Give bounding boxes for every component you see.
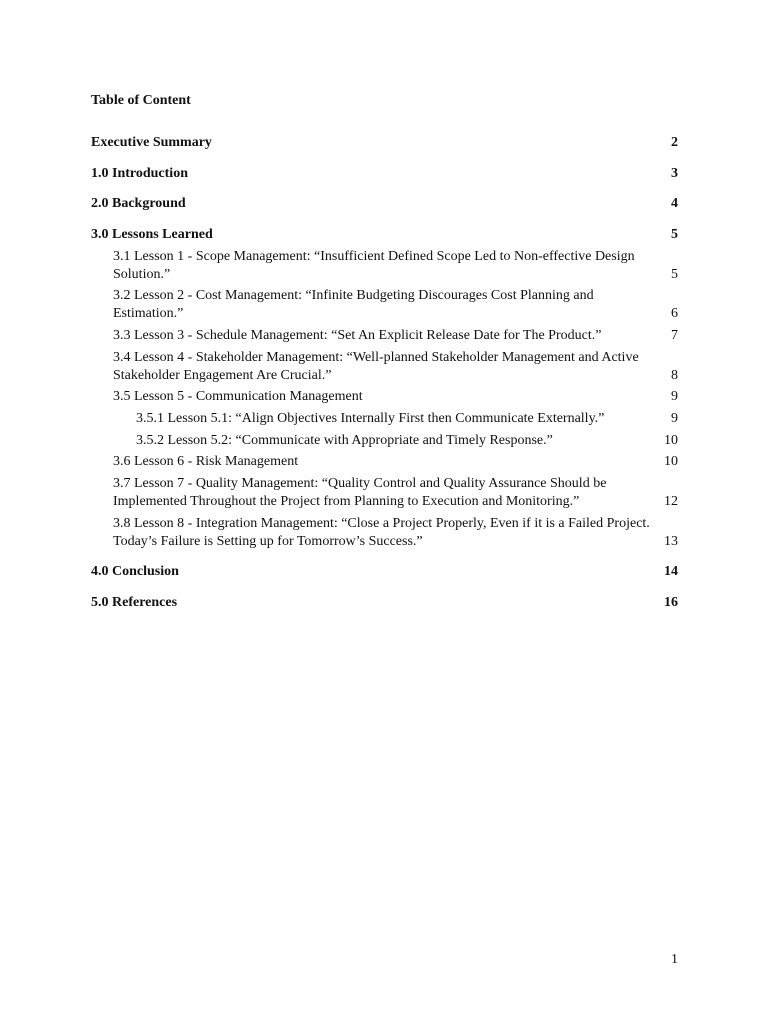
toc-entry-text: 3.2 Lesson 2 - Cost Management: “Infinite Budgeting Discourages Cost Planning and Estimation.” — [113, 288, 594, 321]
toc-entry-page-number: 3 — [671, 166, 678, 181]
toc-entry-text: 3.5 Lesson 5 - Communication Management — [113, 389, 363, 404]
toc-entry-lesson-6[interactable] — [113, 453, 678, 471]
toc-entry-text: Executive Summary — [91, 135, 212, 150]
toc-entry-text: 5.0 References — [91, 595, 178, 610]
toc-entry-references[interactable] — [91, 594, 678, 612]
toc-entry-introduction[interactable] — [91, 165, 678, 183]
toc-entry-text: 4.0 Conclusion — [91, 564, 179, 579]
toc-entry-page-number: 9 — [671, 389, 678, 404]
toc-entry-lesson-5-1[interactable] — [136, 410, 678, 428]
toc-entry-lesson-1[interactable] — [113, 248, 678, 283]
toc-entry-page-number: 6 — [671, 305, 678, 321]
toc-entry-page-number: 9 — [671, 411, 678, 426]
toc-entry-conclusion[interactable] — [91, 563, 678, 581]
toc-entry-lesson-5[interactable] — [113, 388, 678, 406]
toc-entry-page-number: 5 — [671, 227, 678, 242]
toc-title: Table of Content — [91, 93, 191, 108]
toc-entry-page-number: 5 — [671, 266, 678, 282]
toc-entry-page-number: 8 — [671, 367, 678, 383]
footer-page-number: 1 — [671, 952, 678, 967]
toc-entry-text: 3.6 Lesson 6 - Risk Management — [113, 454, 299, 469]
toc-entry-text: 3.0 Lessons Learned — [91, 227, 213, 242]
toc-entry-text: 1.0 Introduction — [91, 166, 188, 181]
toc-entry-page-number: 10 — [664, 433, 678, 448]
toc-entry-text: 3.5.2 Lesson 5.2: “Communicate with Appropriate and Timely Response.” — [136, 433, 553, 448]
toc-entry-text: 3.4 Lesson 4 - Stakeholder Management: “Well-planned Stakeholder Management and Active Stakeholder Engagement Are Crucial.” — [113, 350, 639, 383]
toc-entry-executive-summary[interactable] — [91, 134, 678, 152]
toc-entry-text: 3.3 Lesson 3 - Schedule Management: “Set An Explicit Release Date for The Product.” — [113, 328, 602, 343]
toc-entry-page-number: 13 — [664, 533, 678, 549]
toc-entry-page-number: 2 — [671, 135, 678, 150]
toc-entry-page-number: 4 — [671, 196, 678, 211]
toc-entry-lesson-3[interactable] — [113, 327, 678, 345]
toc-entry-page-number: 12 — [664, 493, 678, 509]
toc-entry-text: 3.7 Lesson 7 - Quality Management: “Quality Control and Quality Assurance Should be Implemented Throughout the Project from Planning to Execution and Monitoring.” — [113, 476, 607, 509]
toc-entry-text: 3.5.1 Lesson 5.1: “Align Objectives Internally First then Communicate Externally.” — [136, 411, 605, 426]
toc-entry-lessons-learned[interactable] — [91, 226, 678, 244]
toc-entry-text: 2.0 Background — [91, 196, 186, 211]
toc-entry-page-number: 14 — [664, 564, 678, 579]
toc-entry-lesson-4[interactable] — [113, 349, 678, 384]
toc-entry-lesson-7[interactable] — [113, 475, 678, 510]
toc-entry-text: 3.8 Lesson 8 - Integration Management: “Close a Project Properly, Even if it is a Failed Project. Today’s Failure is Setting up for Tomorrow’s Success.” — [113, 516, 650, 549]
toc-entry-lesson-8[interactable] — [113, 515, 678, 550]
toc-entry-page-number: 10 — [664, 454, 678, 469]
toc-entry-page-number: 7 — [671, 328, 678, 343]
toc-entry-page-number: 16 — [664, 595, 678, 610]
toc-entry-background[interactable] — [91, 195, 678, 213]
toc-entry-text: 3.1 Lesson 1 - Scope Management: “Insufficient Defined Scope Led to Non-effective Design Solution.” — [113, 249, 635, 282]
toc-entry-lesson-5-2[interactable] — [136, 432, 678, 450]
toc-entry-lesson-2[interactable] — [113, 287, 678, 322]
